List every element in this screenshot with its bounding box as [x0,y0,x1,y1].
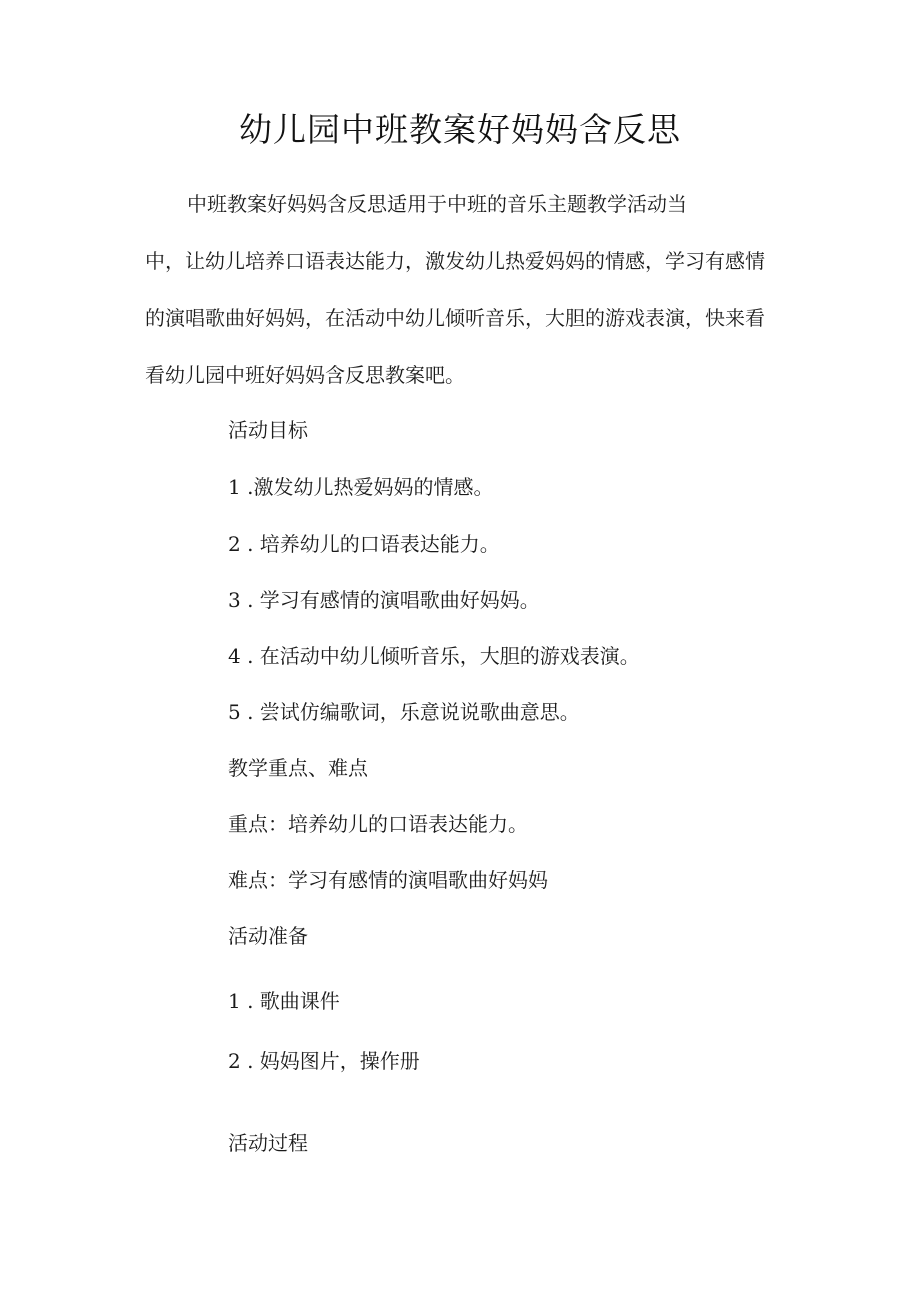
prep-item-1: 1 . 歌曲课件 [228,989,340,1013]
intro-line-4: 看幼儿园中班好妈妈含反思教案吧。 [145,363,465,387]
section-heading-key-points: 教学重点、难点 [228,756,368,780]
key-point: 重点：培养幼儿的口语表达能力。 [228,812,528,836]
section-heading-goals: 活动目标 [228,418,308,442]
section-heading-process: 活动过程 [228,1131,308,1155]
intro-line-2: 中，让幼儿培养口语表达能力，激发幼儿热爱妈妈的情感，学习有感情 [145,249,765,273]
goal-item-5: 5 . 尝试仿编歌词，乐意说说歌曲意思。 [228,700,580,724]
goal-item-1: 1 .激发幼儿热爱妈妈的情感。 [228,475,494,499]
goal-item-2: 2 . 培养幼儿的口语表达能力。 [228,532,500,556]
intro-line-3: 的演唱歌曲好妈妈，在活动中幼儿倾听音乐，大胆的游戏表演，快来看 [145,306,765,330]
document-title: 幼儿园中班教案好妈妈含反思 [239,110,681,149]
intro-line-1: 中班教案好妈妈含反思适用于中班的音乐主题教学活动当 [187,192,687,216]
prep-item-2: 2 . 妈妈图片，操作册 [228,1049,420,1073]
goal-item-4: 4 . 在活动中幼儿倾听音乐，大胆的游戏表演。 [228,644,640,668]
section-heading-prep: 活动准备 [228,924,308,948]
goal-item-3: 3 . 学习有感情的演唱歌曲好妈妈。 [228,588,540,612]
difficult-point: 难点：学习有感情的演唱歌曲好妈妈 [228,868,548,892]
